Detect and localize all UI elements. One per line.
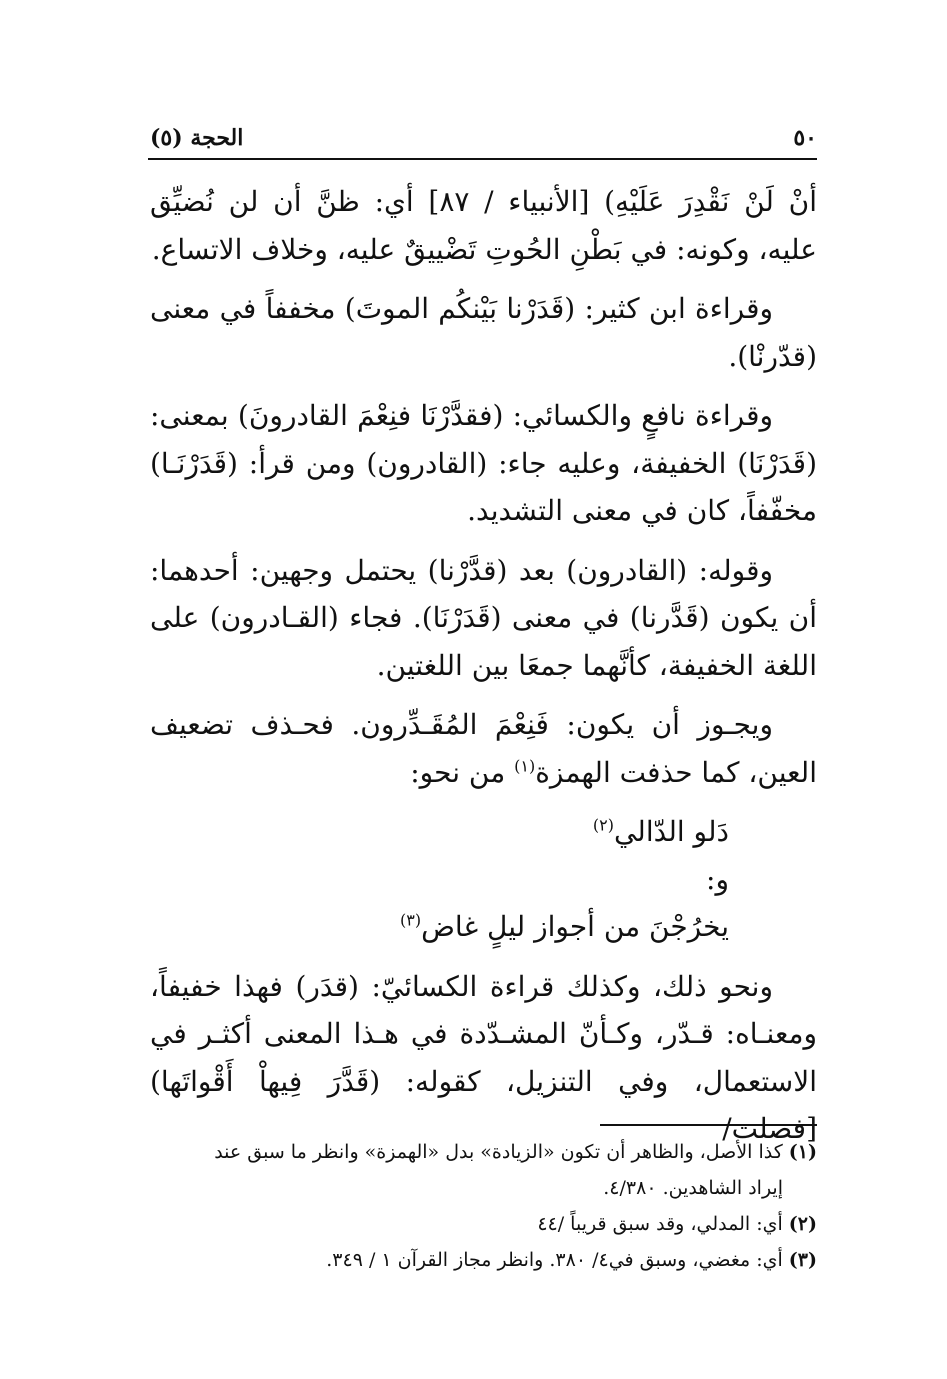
paragraph-2: وقراءة ابن كثير: (قَدَرْنا بَيْنكُم الموتَ) مخففاً في معنى (قدّرنْا).	[150, 292, 817, 373]
footnote-ref-2: (٢)	[592, 815, 614, 835]
verse-1	[150, 808, 817, 856]
verse-2	[150, 903, 817, 951]
footnote-1-continued: إيراد الشاهدين. ٤/٣٨٠.	[603, 1177, 783, 1199]
footnote-text: أي: المدلي، وقد سبق قريباً /٤٤	[537, 1213, 783, 1235]
page-number: ٥٠	[793, 125, 817, 151]
paragraph-5	[150, 701, 817, 796]
paragraph-5-text: ويجـوز أن يكون: فَنِعْمَ المُقَـدِّرون. فحـذف تضعيف العين، كما حذفت الهمزة	[150, 708, 817, 789]
footnotes	[150, 1134, 817, 1278]
footnote-number: (٣)	[788, 1249, 817, 1271]
footnote-1	[150, 1134, 817, 1170]
paragraph-1: أنْ لَنْ نَقْدِرَ عَلَيْهِ) [الأنبياء / ٨٧] أي: ظنَّ أن لن نُضيِّق عليه، وكونه: في بَطْنِ الحُوتِ تَضْييقٌ عليه، وخلاف الاتساع.	[150, 185, 817, 266]
footnote-2	[150, 1206, 817, 1242]
footnote-ref-1: (١)	[514, 756, 536, 776]
paragraph-5-tail: من نحو:	[410, 755, 515, 789]
main-text	[150, 178, 817, 1165]
footnote-text: كذا الأصل، والظاهر أن تكون «الزيادة» بدل «الهمزة» وانظر ما سبق عند	[214, 1141, 783, 1163]
paragraph-3: وقراءة نافعٍ والكسائي: (فقدَّرْنَا فنِعْمَ القادرونَ) بمعنى: (قَدَرْنَا) الخفيفة، وعليه جاء: (القادرون) ومن قرأ: (قَدَرْنَـا) مخفّفاً، كان في معنى التشديد.	[150, 399, 817, 527]
verse-1-text: دَلو الدّالي	[613, 815, 729, 848]
verse-connector: و:	[706, 862, 729, 896]
footnote-3	[150, 1242, 817, 1278]
footnote-number: (٢)	[788, 1213, 817, 1235]
verse-2-text: يخرُجْنَ من أجواز ليلٍ غاض	[421, 910, 729, 943]
header-rule	[148, 158, 817, 160]
footnote-rule	[600, 1124, 817, 1126]
page-header	[150, 118, 817, 158]
footnote-number: (١)	[788, 1141, 817, 1163]
footnote-text: أي: مغضي، وسبق في٤/ ٣٨٠. وانظر مجاز القرآن ١ / ٣٤٩.	[326, 1249, 783, 1271]
footnote-ref-3: (٣)	[399, 910, 422, 930]
paragraph-4: وقوله: (القادرون) بعد (قدَّرْنا) يحتمل وجهين: أحدهما: أن يكون (قَدَّرنا) في معنى (قَدَرْنَا). فجاء (القـادرون) على اللغة الخفيفة، كأنَّهما جمعَا بين اللغتين.	[150, 553, 817, 682]
paragraph-6: ونحو ذلك، وكذلك قراءة الكسائيّ: (قدَر) فهذا خفيفاً، ومعنـاه: قـدّر، وكـأنّ المشـدّدة في هـذا المعنى أكثـر في الاستعمال، وفي التنزيل، كقوله: (قَدَّرَ فِيهاْ أَقْواتَها) [فصلت/	[150, 969, 817, 1145]
running-title: الحجة (٥)	[150, 125, 244, 151]
